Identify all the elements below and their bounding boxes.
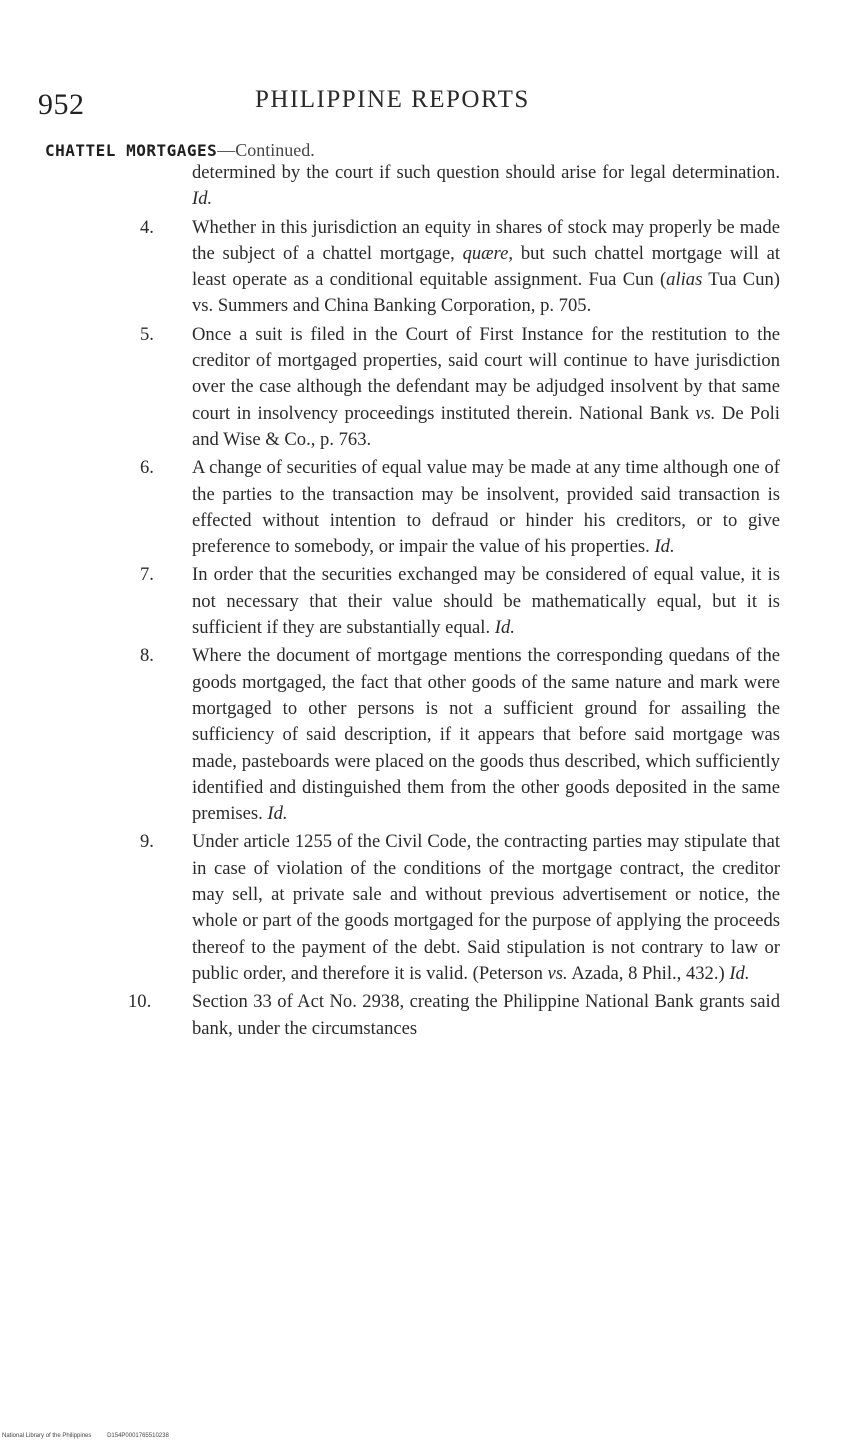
entry-number: 7. xyxy=(140,564,154,586)
list-item: 8. Where the document of mortgage mentions the corresponding quedans of the goods mortgaged, the fact that other goods of the same nature and mark were mortgaged to other persons is not a sufficient ground for assailing the sufficiency of said description, if it appears that before said mortgage was made, pasteboards were placed on the goods thus described, which sufficiently identified and distinguished them from the other goods deposited in the same premises. Id. xyxy=(140,645,780,825)
entries-list xyxy=(128,160,780,1044)
list-item: 4. Whether in this jurisdiction an equity in shares of stock may properly be made the subject of a chattel mortgage, quære, but such chattel mortgage will at least operate as a conditional equitable assignment. Fua Cun (alias Tua Cun) vs. Summers and China Banking Corporation, p. 705. xyxy=(140,216,780,317)
entry-number: 9. xyxy=(140,831,154,853)
entry-number: 6. xyxy=(140,457,154,479)
entry-number: 10. xyxy=(128,991,152,1013)
section-heading xyxy=(45,140,315,161)
section-continued: —Continued. xyxy=(217,140,315,160)
scan-footer xyxy=(2,1433,183,1439)
footer-library: National Library of the Philippines xyxy=(2,1433,92,1439)
list-item: 9. Under article 1255 of the Civil Code, the contracting parties may stipulate that in case of violation of the conditions of the mortgage contract, the creditor may sell, at private sale and without previous advertisement or notice, the whole or part of the goods mortgaged for the purpose of applying the proceeds thereof to the payment of the debt. Said stipulation is not contrary to law or public order, and therefore it is valid. (Peterson vs. Azada, 8 Phil., 432.) Id. xyxy=(140,831,780,984)
list-item: 7. In order that the securities exchanged may be considered of equal value, it is not necessary that their value should be mathematically equal, but it is sufficient if they are substantially equal. Id. xyxy=(140,564,780,639)
entry-number: 5. xyxy=(140,323,154,345)
running-head: PHILIPPINE REPORTS xyxy=(255,86,530,113)
page-number: 952 xyxy=(38,88,85,121)
footer-id: D154P0001765510238 xyxy=(107,1433,169,1439)
list-item: determined by the court if such question should arise for legal determination. Id. xyxy=(192,162,780,210)
section-title: CHATTEL MORTGAGES xyxy=(45,141,218,160)
entry-number: 8. xyxy=(140,645,154,667)
list-item: 10. Section 33 of Act No. 2938, creating the Philippine National Bank grants said bank, under the circumstances xyxy=(128,991,780,1039)
list-item: 6. A change of securities of equal value may be made at any time although one of the parties to the transaction may be insolvent, provided said transaction is effected without intention to defraud or hinder his creditors, or to give preference to somebody, or impair the value of his properties. Id. xyxy=(140,457,780,558)
list-item: 5. Once a suit is filed in the Court of First Instance for the restitution to the creditor of mortgaged properties, said court will continue to have jurisdiction over the case although the defendant may be adjudged insolvent by that same court in insolvency proceedings instituted therein. National Bank vs. De Poli and Wise & Co., p. 763. xyxy=(140,323,780,450)
entry-number: 4. xyxy=(140,216,154,238)
